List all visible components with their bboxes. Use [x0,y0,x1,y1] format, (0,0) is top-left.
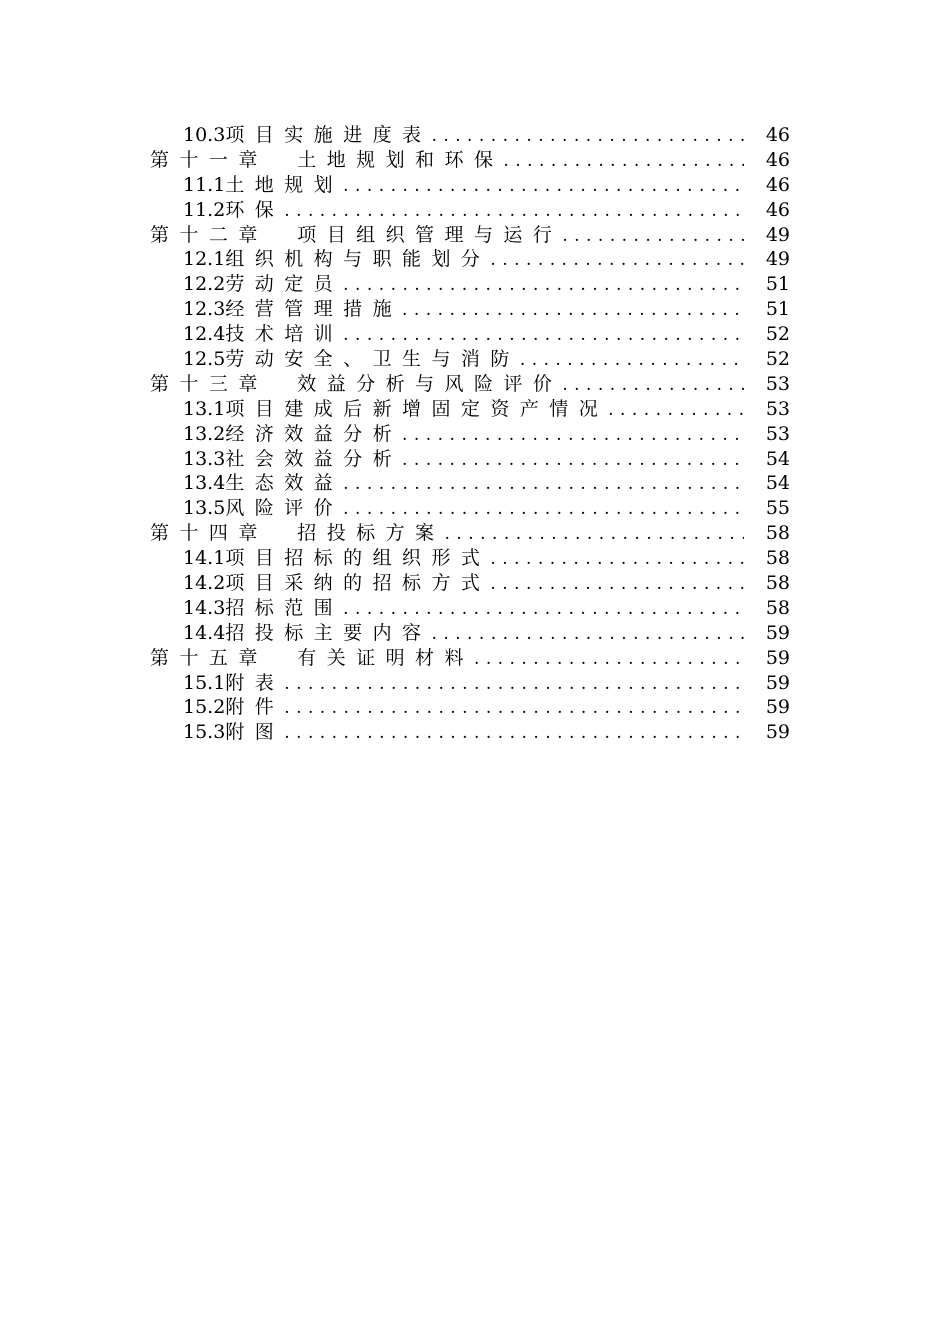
toc-entry-title: 招投标主要内容 [225,621,432,644]
toc-entry-14-3[interactable] [150,596,790,621]
toc-entry-13-3[interactable] [150,447,790,472]
toc-entry-title: 风险评价 [225,497,344,520]
toc-chapter-title: 第十三章 效益分析与风险评价 [150,372,563,395]
toc-chapter-14[interactable] [150,521,790,546]
toc-dot-leader [490,572,743,597]
toc-entry-12-1[interactable] [150,247,790,272]
toc-entry-title: 项目采纳的招标方式 [225,572,491,595]
toc-page-number: 53 [765,372,790,395]
toc-entry-number: 15.3 [183,721,226,744]
toc-entry-title: 附件 [225,696,285,719]
toc-entry-number: 13.4 [183,472,226,495]
toc-dot-leader [490,248,743,273]
toc-page-number: 59 [765,696,790,719]
toc-chapter-title: 第十四章 招投标方案 [150,522,445,545]
toc-page-number: 52 [765,348,790,371]
toc-entry-title: 项目实施进度表 [225,124,432,146]
toc-entry-11-1[interactable] [150,173,790,198]
toc-page-number: 59 [765,621,790,644]
toc-entry-number: 11.1 [183,173,226,196]
toc-page-number: 58 [765,547,790,570]
toc-page-number: 55 [765,497,790,520]
toc-chapter-title: 第十一章 土地规划和环保 [150,148,504,171]
toc-entry-14-4[interactable] [150,621,790,646]
toc-page-number: 54 [765,447,790,470]
toc-dot-leader [503,149,743,174]
toc-entry-title: 劳动定员 [225,273,344,296]
toc-entry-number: 13.3 [183,447,226,470]
toc-dot-leader [343,174,744,199]
toc-dot-leader [445,522,744,547]
toc-dot-leader [343,597,744,622]
toc-entry-number: 14.2 [183,572,226,595]
toc-entry-15-3[interactable] [150,720,790,745]
toc-dot-leader [343,323,744,348]
toc-dot-leader [284,721,744,746]
toc-entry-title: 环保 [225,198,285,221]
toc-chapter-title: 第十二章 项目组织管理与运行 [150,223,563,246]
toc-page-number: 51 [765,273,790,296]
toc-entry-13-4[interactable] [150,471,790,496]
toc-entry-12-5[interactable] [150,347,790,372]
table-of-contents [150,123,790,745]
toc-page-number: 58 [765,522,790,545]
toc-entry-12-3[interactable] [150,297,790,322]
toc-dot-leader [343,497,744,522]
toc-entry-number: 13.2 [183,422,226,445]
toc-entry-13-2[interactable] [150,422,790,447]
toc-page-number: 58 [765,596,790,619]
toc-entry-title: 项目招标的组织形式 [225,547,491,570]
toc-entry-number: 12.3 [183,298,226,321]
toc-entry-title: 技术培训 [225,323,344,346]
toc-dot-leader [343,472,744,497]
toc-page-number: 46 [765,124,790,146]
toc-entry-14-1[interactable] [150,546,790,571]
toc-entry-13-5[interactable] [150,496,790,521]
toc-dot-leader [562,224,744,249]
toc-chapter-title: 第十五章 有关证明材料 [150,646,474,669]
toc-page-number: 59 [765,671,790,694]
toc-page-number: 54 [765,472,790,495]
toc-entry-title: 社会效益分析 [225,447,403,470]
toc-entry-number: 14.4 [183,621,226,644]
toc-entry-number: 13.5 [183,497,226,520]
toc-entry-title: 经营管理措施 [225,298,403,321]
toc-entry-number: 10.3 [183,124,226,146]
toc-page-number: 46 [765,198,790,221]
toc-page-number: 58 [765,572,790,595]
toc-entry-15-2[interactable] [150,695,790,720]
toc-dot-leader [608,398,744,423]
toc-entry-15-1[interactable] [150,671,790,696]
toc-entry-number: 15.1 [183,671,226,694]
toc-entry-number: 13.1 [183,397,226,420]
toc-page-number: 52 [765,323,790,346]
toc-page-number: 53 [765,397,790,420]
toc-page-number: 59 [765,646,790,669]
toc-entry-number: 14.3 [183,596,226,619]
toc-entry-12-4[interactable] [150,322,790,347]
toc-entry-number: 12.4 [183,323,226,346]
toc-entry-12-2[interactable] [150,272,790,297]
toc-chapter-12[interactable] [150,223,790,248]
toc-entry-number: 12.2 [183,273,226,296]
toc-entry-11-2[interactable] [150,198,790,223]
toc-entry-number: 15.2 [183,696,226,719]
toc-entry-14-2[interactable] [150,571,790,596]
toc-dot-leader [520,348,744,373]
toc-page-number: 49 [765,248,790,271]
toc-entry-title: 劳动安全、卫生与消防 [225,348,520,371]
toc-dot-leader [402,448,744,473]
toc-dot-leader [431,622,743,647]
toc-dot-leader [284,199,744,224]
toc-dot-leader [474,647,744,672]
toc-dot-leader [284,696,744,721]
toc-entry-title: 附图 [225,721,285,744]
toc-entry-number: 14.1 [183,547,226,570]
toc-page-number: 53 [765,422,790,445]
toc-dot-leader [562,373,744,398]
toc-entry-title: 经济效益分析 [225,422,403,445]
toc-entry-title: 生态效益 [225,472,344,495]
toc-dot-leader [284,672,744,697]
toc-dot-leader [343,273,744,298]
toc-dot-leader [431,124,743,149]
toc-chapter-11[interactable] [150,148,790,173]
toc-dot-leader [402,298,744,323]
toc-page-number: 46 [765,148,790,171]
toc-page-number: 59 [765,721,790,744]
toc-entry-title: 招标范围 [225,596,344,619]
toc-entry-title: 附表 [225,671,285,694]
toc-entry-10-3[interactable] [150,123,790,148]
toc-dot-leader [490,547,743,572]
toc-page-number: 51 [765,298,790,321]
toc-entry-number: 12.1 [183,248,226,271]
toc-entry-number: 11.2 [183,198,226,221]
toc-dot-leader [402,423,744,448]
toc-page-number: 46 [765,173,790,196]
toc-entry-title: 项目建成后新增固定资产情况 [225,397,609,420]
toc-chapter-13[interactable] [150,372,790,397]
toc-entry-title: 土地规划 [225,173,344,196]
toc-entry-number: 12.5 [183,348,226,371]
toc-entry-13-1[interactable] [150,397,790,422]
toc-chapter-15[interactable] [150,646,790,671]
toc-entry-title: 组织机构与职能划分 [225,248,491,271]
toc-page-number: 49 [765,223,790,246]
